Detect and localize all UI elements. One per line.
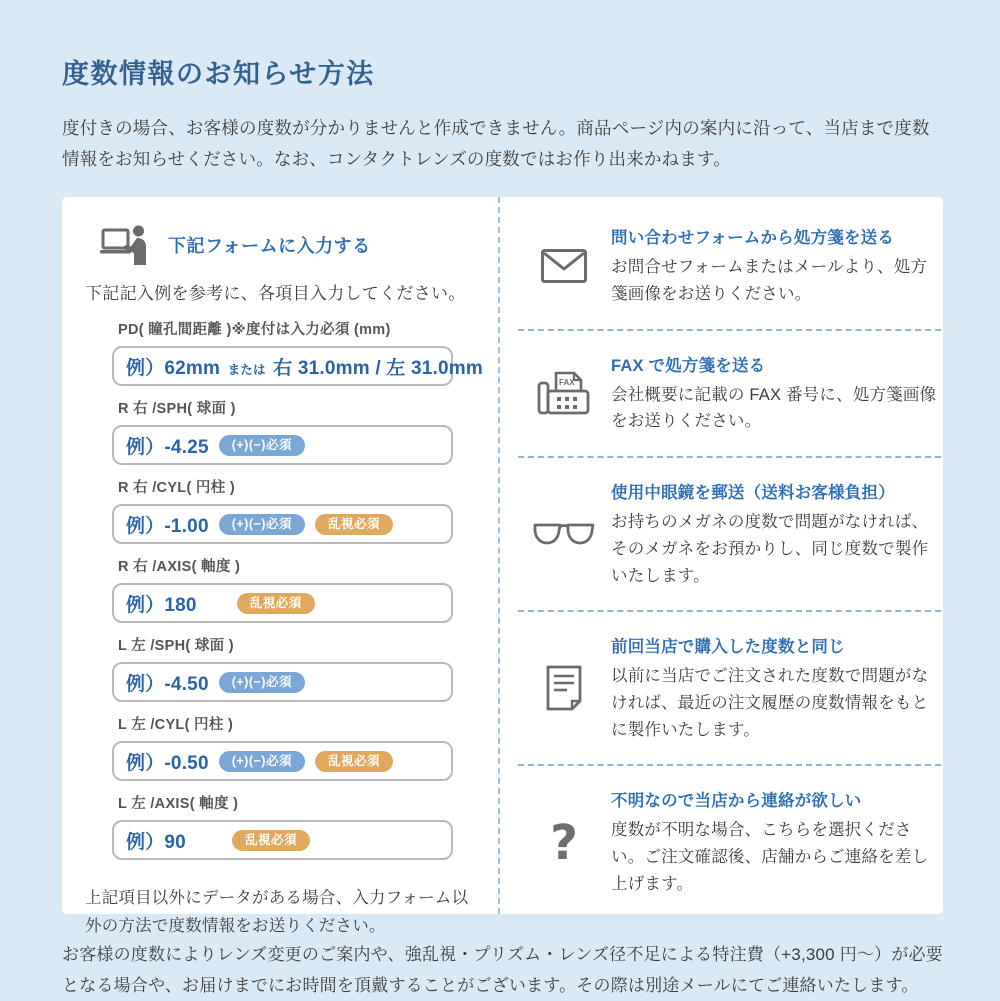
envelope-icon bbox=[533, 249, 595, 283]
method-text: 度数が不明な場合、こちらを選択ください。ご注文確認後、店舗からご連絡を差し上げます。 bbox=[611, 821, 929, 893]
required-sign-badge: (+)(−)必須 bbox=[219, 514, 305, 536]
document-icon bbox=[533, 665, 595, 711]
page-title: 度数情報のお知らせ方法 bbox=[62, 59, 375, 89]
method-title: 前回当店で購入した度数と同じ bbox=[611, 638, 845, 657]
form-heading: 下記フォームに入力する bbox=[168, 236, 371, 257]
methods-column bbox=[500, 197, 951, 914]
example-value: 例）-0.50 bbox=[126, 752, 209, 774]
required-sign-badge: (+)(−)必須 bbox=[219, 672, 305, 694]
footer-note: お客様の度数によりレンズ変更のご案内や、強乱視・プリズム・レンズ径不足による特注費（+3,300 円〜）が必要となる場合や、お届けまでにお時間を頂戴することがございます。その際は別途メールにてご連絡いたします。 bbox=[62, 945, 943, 995]
example-value: 例）-4.25 bbox=[126, 436, 209, 458]
glasses-icon bbox=[533, 521, 595, 547]
dashed-divider bbox=[518, 456, 941, 458]
method-title: 不明なので当店から連絡が欲しい bbox=[611, 792, 862, 811]
example-value: 例）-4.50 bbox=[126, 673, 209, 695]
field-label-pd: PD( 瞳孔間距離 )※度付は入力必須 (mm) bbox=[118, 322, 391, 339]
example-box-r-axis bbox=[112, 583, 453, 623]
method-title: 使用中眼鏡を郵送（送料お客様負担） bbox=[611, 484, 895, 503]
form-instruction: 下記記入例を参考に、各項目入力してください。 bbox=[85, 284, 466, 304]
example-box-r-sph bbox=[112, 425, 453, 465]
field-label-r-axis: R 右 /AXIS( 軸度 ) bbox=[118, 559, 241, 576]
question-mark-icon: ? bbox=[550, 814, 578, 871]
method-mail-glasses bbox=[500, 479, 951, 589]
example-box-l-cyl bbox=[112, 741, 453, 781]
example-box-l-sph bbox=[112, 662, 453, 702]
field-label-l-sph: L 左 /SPH( 球面 ) bbox=[118, 638, 234, 655]
astigmatism-required-badge: 乱視必須 bbox=[232, 830, 310, 852]
method-text: 会社概要に記載の FAX 番号に、処方箋画像をお送りください。 bbox=[611, 385, 937, 431]
method-text: お持ちのメガネの度数で問題がなければ、そのメガネをお預かりし、同じ度数で製作いたします。 bbox=[611, 513, 929, 585]
example-value: 例）90 bbox=[126, 831, 186, 853]
methods-panel bbox=[62, 197, 943, 936]
form-column bbox=[62, 197, 500, 936]
astigmatism-required-badge: 乱視必須 bbox=[315, 751, 393, 773]
example-box-r-cyl bbox=[112, 504, 453, 544]
form-header bbox=[100, 225, 498, 265]
method-title: FAX で処方箋を送る bbox=[611, 356, 766, 375]
method-text: 以前に当店でご注文された度数で問題がなければ、最近の注文履歴の度数情報をもとに製作いたします。 bbox=[611, 667, 929, 739]
method-contact-form bbox=[500, 224, 951, 307]
dashed-divider bbox=[518, 610, 941, 612]
example-value: 例）62mm または 右 31.0mm / 左 31.0mm bbox=[126, 357, 483, 379]
required-sign-badge: (+)(−)必須 bbox=[219, 751, 305, 773]
field-label-l-axis: L 左 /AXIS( 軸度 ) bbox=[118, 796, 239, 813]
fax-icon bbox=[533, 369, 595, 417]
dashed-divider bbox=[518, 764, 941, 766]
person-at-computer-icon bbox=[100, 225, 150, 265]
example-box-l-axis bbox=[112, 820, 453, 860]
astigmatism-required-badge: 乱視必須 bbox=[237, 593, 315, 615]
example-value: 例）180 bbox=[126, 594, 197, 616]
field-label-l-cyl: L 左 /CYL( 円柱 ) bbox=[118, 717, 234, 734]
example-value: 例）-1.00 bbox=[126, 515, 209, 537]
astigmatism-required-badge: 乱視必須 bbox=[315, 514, 393, 536]
example-box-pd bbox=[112, 346, 483, 386]
method-text: お問合せフォームまたはメールより、処方箋画像をお送りください。 bbox=[611, 258, 928, 303]
intro-text: 度付きの場合、お客様の度数が分かりませんと作成できません。商品ページ内の案内に沿って、当店まで度数情報をお知らせください。なお、コンタクトレンズの度数ではお作り出来かねます。 bbox=[62, 118, 930, 170]
method-contact-me bbox=[500, 787, 951, 897]
example-or-text: または bbox=[227, 362, 266, 377]
dashed-divider bbox=[518, 329, 941, 331]
field-label-r-sph: R 右 /SPH( 球面 ) bbox=[118, 401, 236, 418]
method-previous-order bbox=[500, 633, 951, 743]
form-note: 上記項目以外にデータがある場合、入力フォーム以外の方法で度数情報をお送りください。 bbox=[85, 889, 469, 936]
required-sign-badge: (+)(−)必須 bbox=[219, 435, 305, 457]
field-label-r-cyl: R 右 /CYL( 円柱 ) bbox=[118, 480, 235, 497]
svg-text:FAX: FAX bbox=[559, 378, 575, 388]
method-fax bbox=[500, 352, 951, 435]
method-title: 問い合わせフォームから処方箋を送る bbox=[611, 229, 895, 248]
